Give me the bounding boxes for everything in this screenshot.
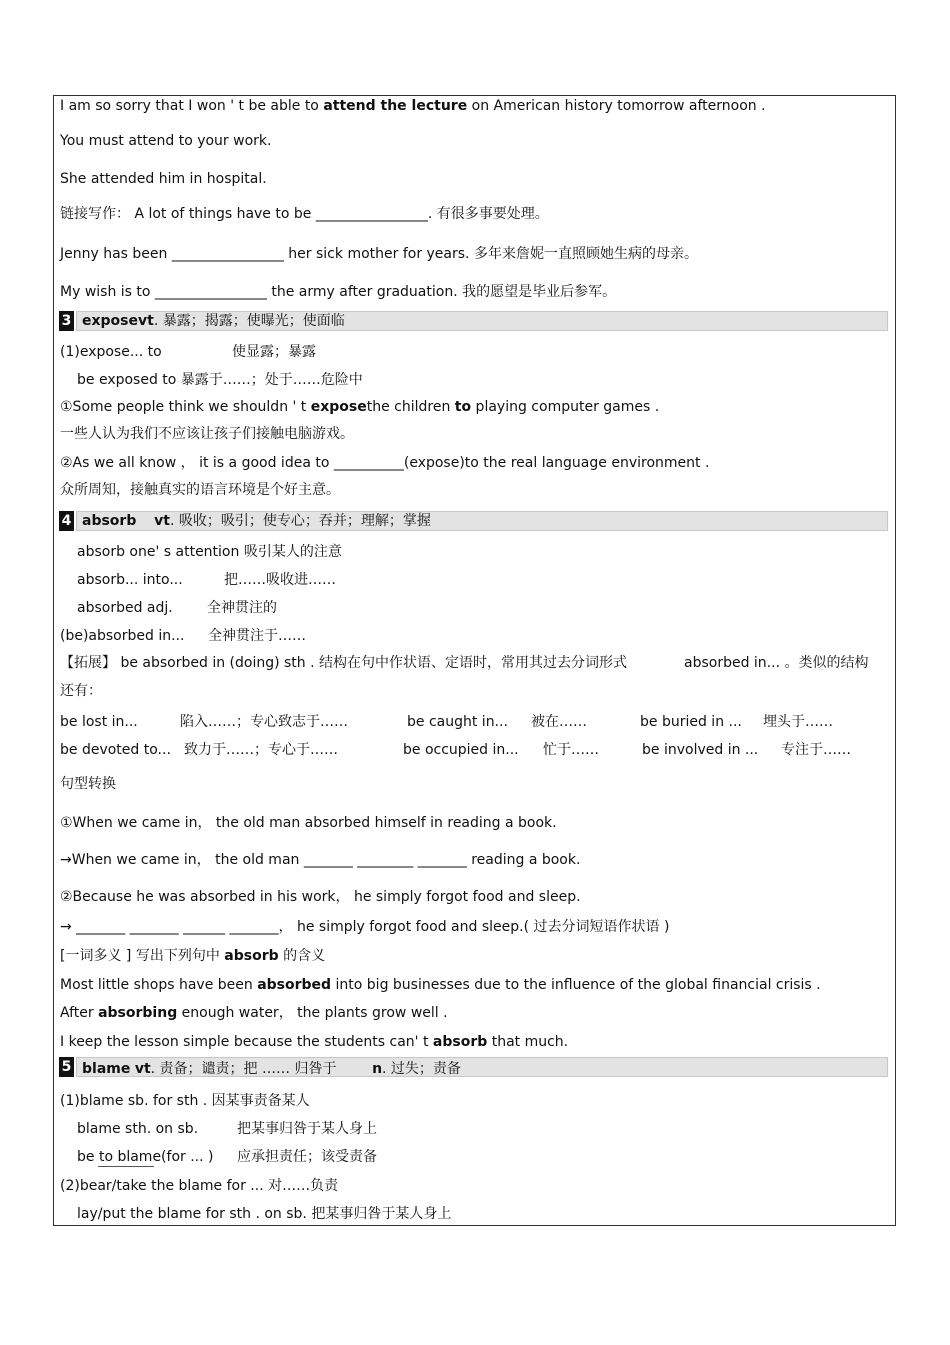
example-expose-1: [60, 398, 659, 416]
bold-word: expose: [310, 399, 367, 415]
text: into big businesses due to the influence of the global financial crisis .: [331, 977, 821, 993]
polysemy-heading: [60, 947, 325, 965]
example-expose-2: ②As we all know ， it is a good idea to __________(expose)to the real language environment .: [60, 455, 710, 471]
section-number: 4: [59, 511, 74, 531]
headword: blame: [82, 1061, 131, 1077]
phrase-absorb-into-cn: 把……吸收进……: [224, 572, 336, 588]
similar-phrase-2: be caught in...: [407, 714, 508, 730]
text: 的含义: [278, 948, 326, 964]
bold-word: absorbed: [257, 977, 332, 993]
similar-phrase-5-cn: 忙于……: [543, 742, 599, 758]
text: I am so sorry that I won ' t be able to: [60, 98, 324, 114]
phrase-absorbed-adj-cn: 全神贯注的: [207, 600, 277, 616]
phrase-absorb-into: absorb... into...: [77, 572, 183, 588]
header-text: [82, 512, 431, 530]
text: that much.: [487, 1034, 569, 1050]
phrase-expose-to: (1)expose... to: [60, 344, 162, 360]
text: on American history tomorrow afternoon .: [467, 98, 766, 114]
phrase-be-absorbed-in: (be)absorbed in...: [60, 628, 185, 644]
text: ①Some people think we shouldn ' t: [60, 399, 311, 415]
similar-phrase-4: be devoted to...: [60, 742, 171, 758]
sentence-attend-work: You must attend to your work.: [60, 133, 272, 149]
exercise-link-writing-3: My wish is to ________________ the army after graduation. 我的愿望是毕业后参军。: [60, 284, 617, 300]
text: Most little shops have been: [60, 977, 258, 993]
sentence-attend-lecture: [60, 97, 766, 115]
meaning: . 责备；谴责；把 …… 归咎于: [150, 1061, 337, 1077]
phrase-be-exposed-to: be exposed to 暴露于……；处于……危险中: [77, 372, 363, 388]
part-of-speech: vt: [138, 313, 154, 329]
bold-word: absorb: [432, 1034, 488, 1050]
part-of-speech: vt: [154, 513, 170, 529]
polysemy-example-3: [60, 1033, 568, 1051]
example-expose-2-cn: 众所周知，接触真实的语言环境是个好主意。: [60, 482, 340, 498]
text: [一词多义 ] 写出下列句中: [60, 948, 225, 964]
text: I keep the lesson simple because the students can' t: [60, 1034, 433, 1050]
transform-1-blank: →When we came in， the old man _______ ________ _______ reading a book.: [60, 852, 581, 868]
text: After: [60, 1005, 99, 1021]
similar-phrase-6-cn: 专注于……: [781, 742, 851, 758]
phrase-absorbed-adj: absorbed adj.: [77, 600, 173, 616]
headword: absorb: [82, 513, 137, 529]
section-header-absorb: [59, 511, 888, 533]
meaning: . 吸收；吸引；使专心；吞并；理解；掌握: [170, 513, 431, 529]
similar-phrase-3-cn: 埋头于……: [763, 714, 833, 730]
header-text: [82, 1060, 461, 1078]
similar-phrase-1: be lost in...: [60, 714, 138, 730]
phrase-be-absorbed-in-cn: 全神贯注于……: [208, 628, 306, 644]
meaning-noun: . 过失；责备: [382, 1061, 461, 1077]
phrase-expose-to-cn: 使显露；暴露: [232, 344, 316, 360]
similar-phrase-2-cn: 被在……: [531, 714, 587, 730]
extension-note-2: 还有：: [60, 683, 102, 699]
exercise-link-writing-1: 链接写作： A lot of things have to be ________________. 有很多事要处理。: [60, 206, 549, 222]
exercise-link-writing-2: Jenny has been ________________ her sick mother for years. 多年来詹妮一直照顾她生病的母亲。: [60, 246, 698, 262]
similar-phrase-4-cn: 致力于……；专心于……: [184, 742, 338, 758]
phrase-blame-sb-for-sth: (1)blame sb. for sth . 因某事责备某人: [60, 1093, 310, 1109]
transform-2: ②Because he was absorbed in his work， he simply forgot food and sleep.: [60, 889, 581, 905]
bold-word: absorbing: [98, 1005, 178, 1021]
headword: expose: [82, 313, 138, 329]
phrase-be-to-blame: be to blame(for ... ): [77, 1149, 214, 1165]
phrase-absorb-attention: absorb one' s attention 吸引某人的注意: [77, 544, 342, 560]
part-of-speech: vt: [134, 1061, 151, 1077]
transform-2-blank: → _______ _______ ______ _______， he simply forgot food and sleep.( 过去分词短语作状语 ): [60, 919, 670, 935]
bold-word: to: [454, 399, 472, 415]
part-of-speech-noun: n: [372, 1061, 383, 1077]
wavy-underline: [98, 1162, 154, 1167]
phrase-be-to-blame-cn: 应承担责任；该受责备: [237, 1149, 377, 1165]
similar-phrase-3: be buried in ...: [640, 714, 742, 730]
similar-phrase-5: be occupied in...: [403, 742, 519, 758]
sentence-attend-hospital: She attended him in hospital.: [60, 171, 267, 187]
bold-word: absorb: [224, 948, 279, 964]
example-expose-1-cn: 一些人认为我们不应该让孩子们接触电脑游戏。: [60, 426, 354, 442]
phrase-blame-sth-on-sb-cn: 把某事归咎于某人身上: [237, 1121, 377, 1137]
sentence-transform-heading: 句型转换: [60, 776, 116, 792]
transform-1: ①When we came in， the old man absorbed himself in reading a book.: [60, 815, 557, 831]
polysemy-example-2: [60, 1004, 448, 1022]
header-text: [82, 312, 345, 330]
polysemy-example-1: [60, 976, 821, 994]
section-number: 5: [59, 1057, 74, 1077]
section-header-blame: [59, 1057, 888, 1079]
text: the children: [366, 399, 455, 415]
section-header-expose: [59, 311, 888, 333]
similar-phrase-1-cn: 陷入……；专心致志于……: [180, 714, 348, 730]
similar-phrase-6: be involved in ...: [642, 742, 759, 758]
extension-note-tail: absorbed in... 。类似的结构: [684, 655, 869, 671]
phrase-blame-sth-on-sb: blame sth. on sb.: [77, 1121, 199, 1137]
phrase-take-the-blame: (2)bear/take the blame for ... 对……负责: [60, 1178, 339, 1194]
section-number: 3: [59, 311, 74, 331]
bold-phrase: attend the lecture: [323, 98, 468, 114]
text: enough water， the plants grow well .: [177, 1005, 448, 1021]
meaning: . 暴露；揭露；使曝光；使面临: [153, 313, 345, 329]
extension-note: 【拓展】 be absorbed in (doing) sth . 结构在句中作状语、定语时，常用其过去分词形式: [60, 655, 628, 671]
text: playing computer games .: [471, 399, 660, 415]
phrase-lay-the-blame: lay/put the blame for sth . on sb. 把某事归咎于某人身上: [77, 1206, 452, 1222]
